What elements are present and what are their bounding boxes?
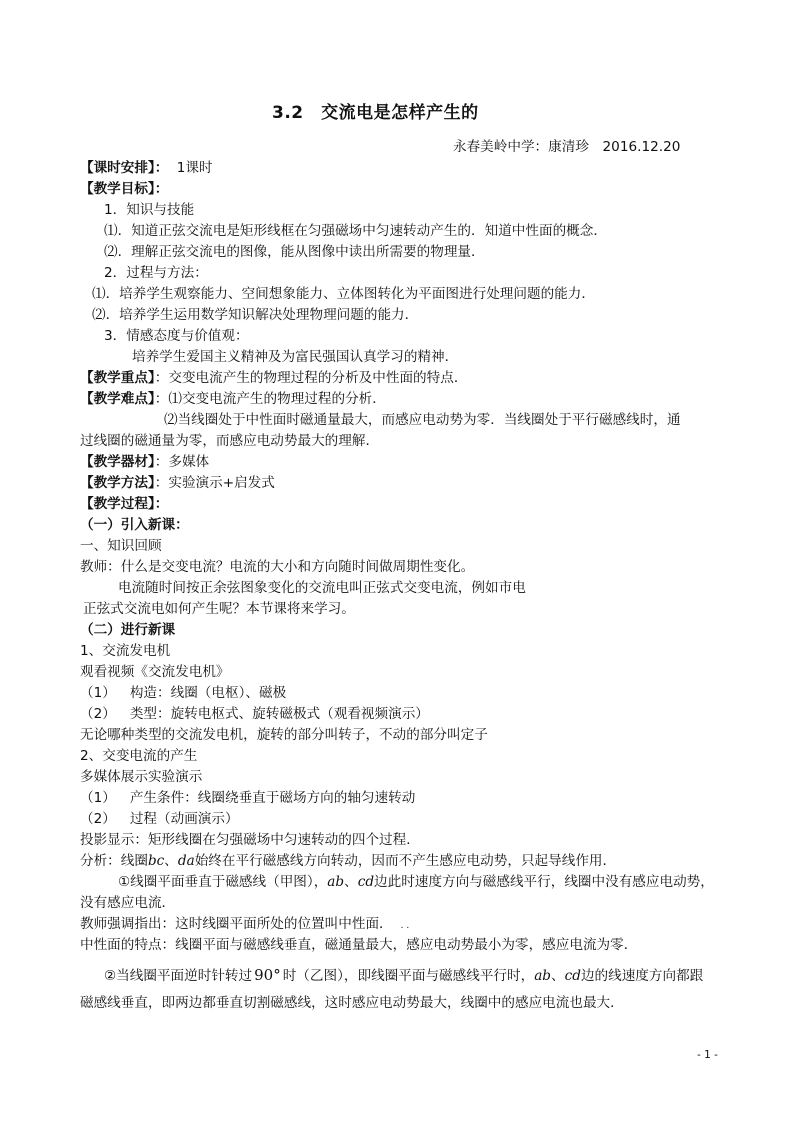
teaching-method [80,474,275,492]
text-run: 始终在平行磁感线方向转动，因而不产生感应电动势，只起导线作用． [194,853,617,869]
objective-3-heading: 3．情感态度与价值观： [104,328,249,344]
paragraph-max-emf: 磁感线垂直，即两边都垂直切割磁感线，这时感应电动势最大，线圈中的感应电流也最大． [80,995,624,1011]
page-number: - 1 - [697,1049,718,1061]
item-text: 产生条件：线圈绕垂直于磁场方向的轴匀速转动 [129,790,416,806]
text-run: 边的线速度方向都跟 [580,968,704,984]
text-run: 教师强调指出：这时线圈平面所处的位置叫中性面． [80,916,393,932]
text-run: 、 [344,874,358,890]
part-1-heading: （一）引入新课： [80,517,189,533]
paragraph-types [80,705,429,723]
objective-1a: ⑴．知道正弦交流电是矩形线框在匀强磁场中匀速转动产生的．知道中性面的概念． [104,223,607,239]
text-run: 时（乙图），即线圈平面与磁感线平行时， [282,968,535,984]
edge-ab-label: ab [327,874,345,890]
objective-3a: 培养学生爱国主义精神及为富民强国认真学习的精神． [132,349,459,365]
part-2-heading: （二）进行新课 [80,622,176,638]
teaching-process-label: 【教学过程】： [80,496,169,512]
text-run: ②当线圈平面逆时针转过 [104,968,253,984]
objectives-label: 【教学目标】： [80,181,169,197]
item-text: 类型：旋转电枢式、旋转磁极式（观看视频演示） [129,706,429,722]
paragraph-projection: 投影显示：矩形线圈在匀强磁场中匀速转动的四个过程． [80,832,420,848]
objective-1-heading: 1．知识与技能 [104,202,195,218]
difficult-point-2b: 过线圈的磁通量为零，而感应电动势最大的理解． [80,433,380,449]
page-title: 3.2 交流电是怎样产生的 [272,103,479,123]
paragraph-generator: 1、交流发电机 [80,643,171,659]
text-run: 、 [551,968,565,984]
key-points-value: ：交变电流产生的物理过程的分析及中性面的特点． [154,370,468,386]
item-number: （2） [80,706,116,722]
paragraph-sine-definition: 电流随时间按正余弦图象变化的交流电叫正弦式交变电流，例如市电 [118,580,526,596]
paragraph-condition [80,789,415,807]
paragraph-rotor-stator: 无论哪种类型的交流发电机，旋转的部分叫转子，不动的部分叫定子 [80,727,488,743]
teaching-method-value: ：实验演示+启发式 [154,475,275,491]
text-run: 分析：线圈 [80,853,148,869]
item-number: （2） [80,811,116,827]
equipment [80,453,209,471]
edge-bc-label: bc [147,853,165,869]
paragraph-teacher-emphasis [80,915,409,935]
objective-2a: ⑴．培养学生观察能力、空间想象能力、立体图转化为平面图进行处理问题的能力． [92,286,595,302]
author-date: 永春美岭中学：康清珍 2016.12.20 [453,139,681,155]
teaching-method-label: 【教学方法】 [80,475,155,491]
objective-2b: ⑵．培养学生运用数学知识解决处理物理问题的能力． [92,307,419,323]
edge-cd-label: cd [357,874,375,890]
paragraph-watch-video: 观看视频《交流发电机》 [80,664,230,680]
class-hours [80,159,213,177]
difficult-points [80,390,386,408]
text-run: ①线圈平面垂直于磁感线（甲图）， [118,874,328,890]
paragraph-neutral-plane-1 [118,873,714,891]
paragraph-no-current: 没有感应电流． [80,895,176,911]
paragraph-teacher-question: 教师：什么是交变电流？电流的大小和方向随时间做周期性变化。 [80,559,475,575]
text-run: 、 [164,853,178,869]
paragraph-rotation-90 [104,966,703,985]
text-run: 边此时速度方向与磁感线平行，线圈中没有感应电动势， [374,874,714,890]
paragraph-review: 一、知识回顾 [80,538,162,554]
difficult-points-label: 【教学难点】 [80,391,155,407]
item-text: 过程（动画演示） [129,811,239,827]
paragraph-analysis [80,852,616,870]
item-number: （1） [80,685,116,701]
edge-ab-label: ab [534,968,552,984]
angle-value: 90° [254,966,281,984]
objective-1b: ⑵．理解正弦交流电的图像，能从图像中读出所需要的物理量． [104,244,485,260]
class-hours-label: 【课时安排】： [80,160,169,176]
paragraph-intro-question: 正弦式交流电如何产生呢？本节课将来学习。 [83,601,355,617]
difficult-point-2a: ⑵当线圈处于中性面时磁通量最大，而感应电动势为零．当线圈处于平行磁感线时，通 [164,412,681,428]
class-hours-value: 1课时 [176,160,213,176]
paragraph-process [80,810,239,828]
edge-da-label: da [177,853,195,869]
paragraph-multimedia-demo: 多媒体展示实验演示 [80,769,203,785]
text-run: . . [400,921,410,931]
equipment-label: 【教学器材】 [80,454,155,470]
paragraph-ac-generation: 2、交变电流的产生 [80,748,198,764]
edge-cd-label: cd [564,968,581,984]
key-points [80,369,467,387]
difficult-points-value: ：⑴交变电流产生的物理过程的分析． [154,391,386,407]
paragraph-structure [80,684,286,702]
objective-2-heading: 2．过程与方法： [104,265,208,281]
equipment-value: ：多媒体 [154,454,210,470]
paragraph-neutral-plane-features: 中性面的特点：线圈平面与磁感线垂直，磁通量最大，感应电动势最小为零，感应电流为零． [80,937,638,953]
key-points-label: 【教学重点】 [80,370,155,386]
item-text: 构造：线圈（电枢）、磁极 [129,685,287,701]
item-number: （1） [80,790,116,806]
